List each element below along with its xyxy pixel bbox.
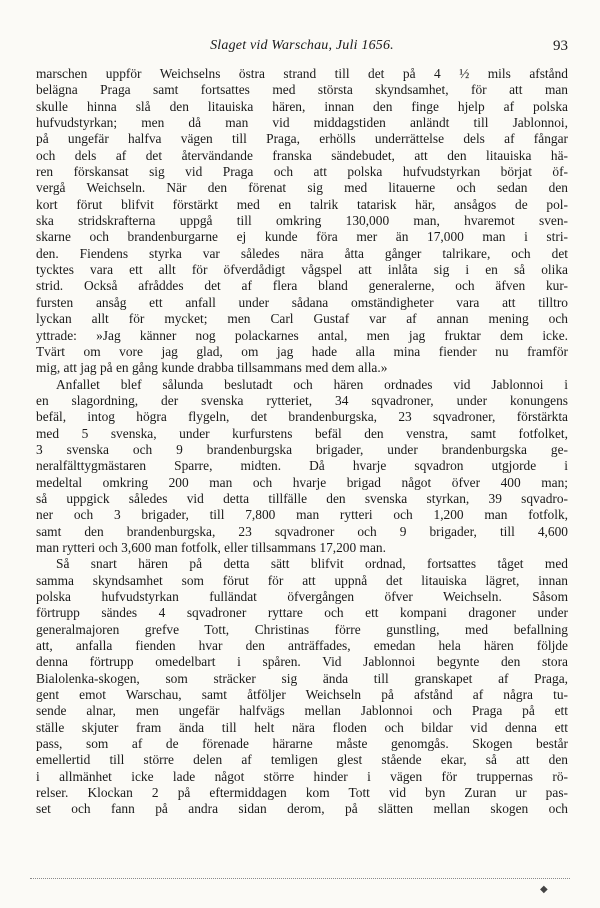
text-line: polska hufvudstyrkan fulländat öfvergången öfver Weichseln. Såsom (36, 589, 568, 604)
text-line: så uppgick således vid detta tillfälle den svenska styrkan, 39 sqvadro- (36, 490, 568, 506)
running-header (36, 38, 568, 58)
text-line: med 5 svenska, under kurfurstens befäl den venstra, samt fotfolket, (36, 425, 568, 441)
page-number: 93 (553, 38, 568, 54)
text-line: i allmänhet icke lade något större hinder i vägen för truppernas rö- (36, 768, 568, 784)
text-line: kort förut blifvit förstärkt med en talrik tatarisk här, ansågos de pol- (36, 196, 568, 212)
text-line: ställe skjuter fram ända till helt nära floden och bildar vid denna ett (36, 719, 568, 735)
text-line: vergå Weichseln. När den förenat sig med litauerne och sedan den (36, 180, 568, 196)
text-line: Så snart hären på detta sätt blifvit ordnad, fortsattes tåget med (56, 556, 568, 572)
text-line: skarne och brandenburgarne ej kunde föra mer än 17,000 man i stri- (36, 229, 568, 245)
text-line: ren förskansat sig vid Praga och att polska hufvudstyrkan börjat öf- (36, 164, 568, 180)
text-line: neralfälttygmästaren Sparre, midten. Då hvarje sqvadron utgjorde i (36, 458, 568, 474)
text-line: gent emot Warschau, samt åtföljer Weichseln på afstånd af några tu- (36, 687, 568, 703)
text-line: samt den brandenburgska, 23 sqvadroner och 9 brigader, till 4,600 (36, 523, 568, 539)
text-line: set och fann på andra sidan derom, på slätten mellan skogen och (36, 801, 568, 817)
text-line: 3 svenska och 9 brandenburgska brigader, under brandenburgska ge- (36, 441, 568, 457)
running-title: Slaget vid Warschau, Juli 1656. (210, 38, 394, 53)
text-line: Tvärt om vore jag glad, om jag hade alla mina fiender nu framför (36, 343, 568, 359)
text-line: på ungefär halfva vägen till Praga, erhölls underrättelse dels af fångar (36, 131, 568, 147)
text-line: mig, att jag på en gång kunde drabba tillsammans med dem alla.» (36, 360, 388, 376)
text-line: hufvudstyrkan; men då man vid middagstiden anländt till Jablonnoi, (36, 115, 568, 131)
text-line: ner och 3 brigader, till 7,800 man rytteri och 1,200 man fotfolk, (36, 507, 568, 523)
text-line: pass, som af de förenade härarne måste genomgås. Skogen består (36, 736, 568, 752)
body-text (36, 66, 568, 818)
text-line: relser. Klockan 2 på eftermiddagen kom Tott vid byn Zuran ur pas- (36, 785, 568, 801)
text-line: en slagordning, der svenska rytteriet, 34 sqvadroner, under konungens (36, 392, 568, 408)
text-line: den. Fiendens styrka var således nära åtta gånger talrikare, och det (36, 245, 568, 261)
text-line: att, anfalla fienden hvar den anträffades, emedan hela hären följde (36, 638, 568, 654)
text-line: ska stridskrafterna uppgå till omkring 130,000 man, hvaremot sven- (36, 213, 568, 229)
text-line: samma skyndsamhet som förut för att uppnå det litauiska lägret, innan (36, 572, 568, 588)
printer-mark: ◆ (540, 884, 548, 895)
text-line: generalmajoren grefve Tott, Christinas förre gunstling, med befallning (36, 621, 568, 637)
text-line: denna förtrupp omedelbart i spåren. Vid Jablonnoi begynte den stora (36, 654, 568, 670)
text-line: tycktes vara ett allt för öfverdådigt vågspel att inlåta sig i en så olika (36, 262, 568, 278)
text-line: sende alnar, men ungefär halfvägs mellan Jablonnoi och Praga på ett (36, 703, 568, 719)
text-line: man rytteri och 3,600 man fotfolk, eller tillsammans 17,200 man. (36, 539, 386, 555)
text-line: lyckan allt för mycket; men Carl Gustaf var af annan mening och (36, 311, 568, 327)
text-line: marschen uppför Weichselns östra strand till det på 4 ½ mils afstånd (36, 66, 568, 81)
text-line: emellertid till större delen af temligen glest stående ekar, så att den (36, 752, 568, 768)
text-line: skulle hinna slå den litauiska hären, innan den finge hjelp af polska (36, 98, 568, 114)
text-line: befäl, intog högra flygeln, det brandenburgska, 23 sqvadroner, förstärkta (36, 409, 568, 425)
text-line: medeltal omkring 200 man och hvarje brigad något öfver 400 man; (36, 474, 568, 490)
text-line: Anfallet blef sålunda beslutadt och hären ordnades vid Jablonnoi i (56, 376, 568, 392)
text-line: fursten ansåg ett anfall under sådana omständigheter vara att tilltro (36, 294, 568, 310)
text-line: och dels af det återvändande franska sändebudet, att den litauiska hä- (36, 147, 568, 163)
text-line: yttrade: »Jag känner nog polackarnes antal, men jag fruktar dem icke. (36, 327, 568, 343)
text-line: Bialolenka-skogen, som sträcker sig ända till granskapet af Praga, (36, 670, 568, 686)
text-line: belägna Praga samt fortsattes med största skyndsamhet, för att man (36, 82, 568, 98)
text-line: strid. Också afråddes det af flera bland generalerne, och äfven kur- (36, 278, 568, 294)
page-bottom-rule (30, 878, 570, 879)
text-line: förtrupp sändes 4 sqvadroner ryttare och ett kompani dragoner under (36, 605, 568, 621)
